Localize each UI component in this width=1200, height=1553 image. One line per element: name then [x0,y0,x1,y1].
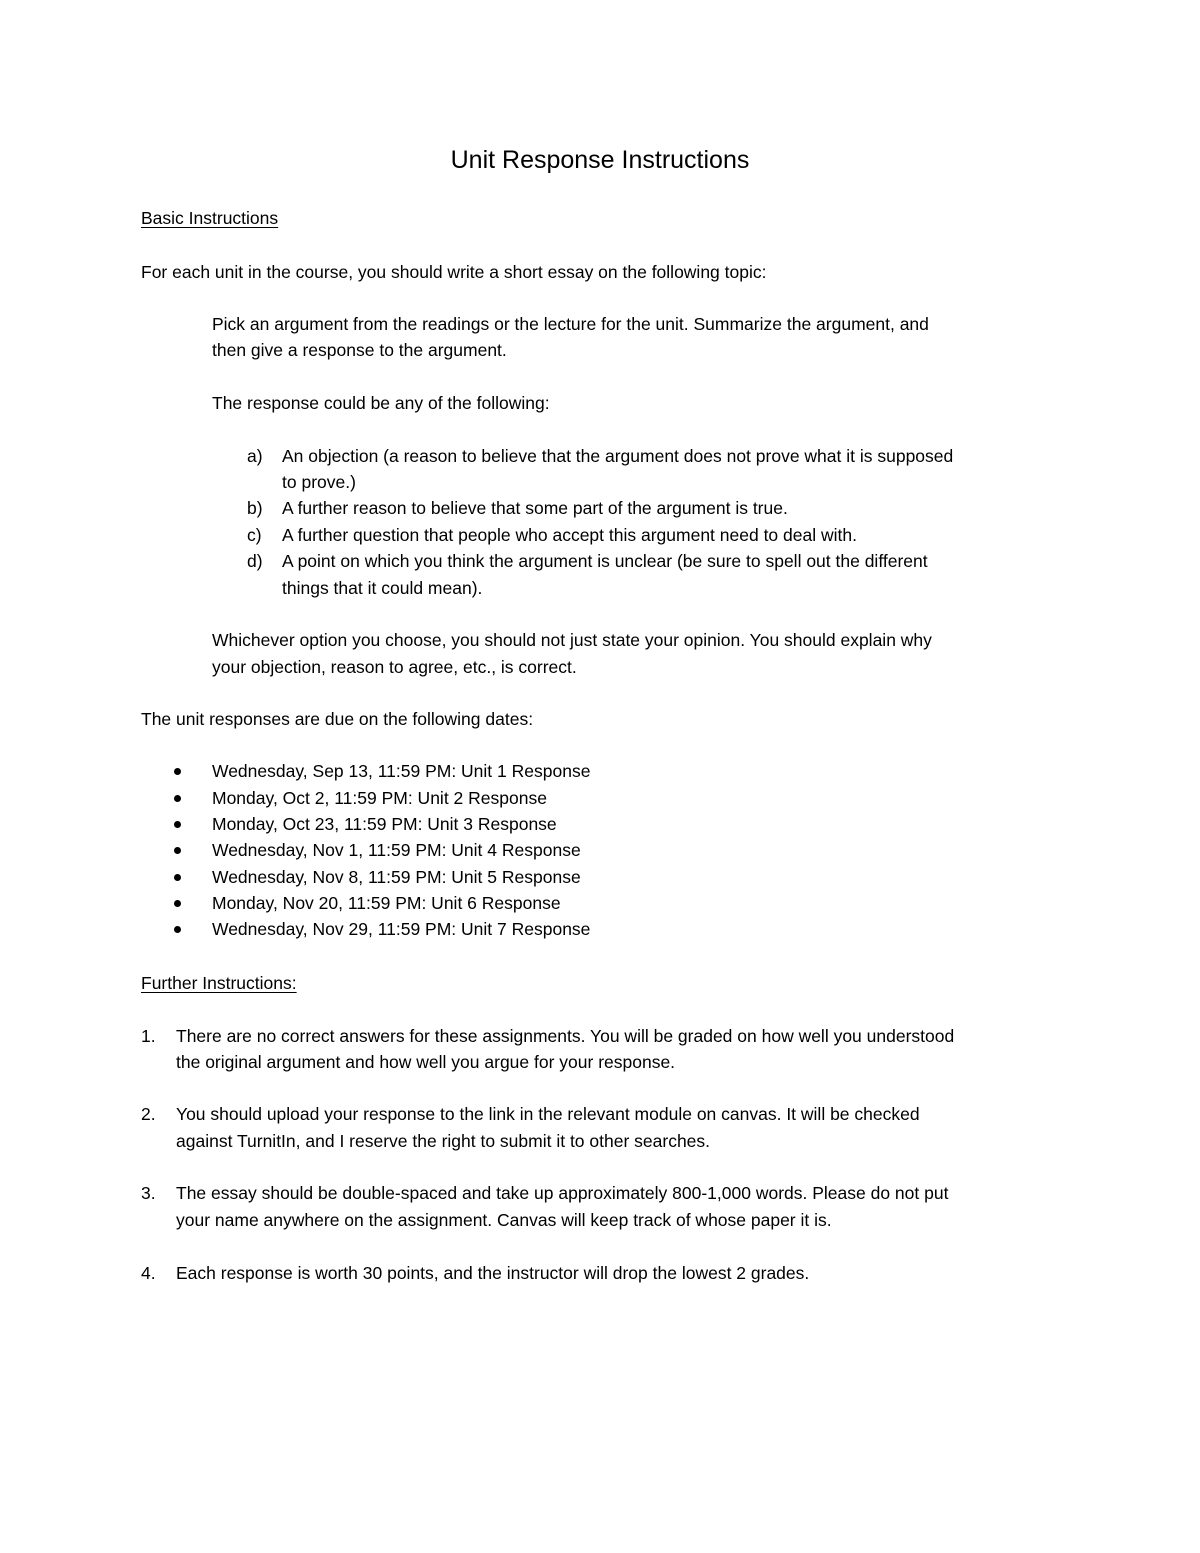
further-marker: 4. [141,1263,156,1283]
intro-paragraph: For each unit in the course, you should write a short essay on the following topic: [141,262,767,282]
further-line: against TurnitIn, and I reserve the right to submit it to other searches. [176,1131,711,1151]
further-marker: 3. [141,1183,156,1203]
further-line: There are no correct answers for these assignments. You will be graded on how well you understood [176,1026,955,1046]
further-line: You should upload your response to the link in the relevant module on canvas. It will be checked [176,1104,920,1124]
due-date-item: Wednesday, Nov 8, 11:59 PM: Unit 5 Response [212,867,581,887]
option-marker: c) [247,525,262,545]
option-marker: b) [247,498,263,518]
further-line: Each response is worth 30 points, and the instructor will drop the lowest 2 grades. [176,1263,810,1283]
option-line: things that it could mean). [282,578,483,598]
bullet-icon [174,926,181,933]
option-marker: d) [247,551,263,571]
bullet-icon [174,874,181,881]
due-date-item: Wednesday, Nov 1, 11:59 PM: Unit 4 Response [212,840,581,860]
option-line: A further question that people who accept this argument need to deal with. [282,525,857,545]
option-line: A further reason to believe that some part of the argument is true. [282,498,788,518]
bullet-icon [174,847,181,854]
whichever-line-2: your objection, reason to agree, etc., is correct. [212,657,577,677]
due-date-item: Wednesday, Sep 13, 11:59 PM: Unit 1 Response [212,761,591,781]
prompt-line-1: Pick an argument from the readings or the lecture for the unit. Summarize the argument, and [212,314,929,334]
further-line: The essay should be double-spaced and take up approximately 800-1,000 words. Please do not put [176,1183,949,1203]
due-date-item: Monday, Oct 2, 11:59 PM: Unit 2 Response [212,788,547,808]
option-line: to prove.) [282,472,356,492]
response-intro: The response could be any of the following: [212,393,550,413]
further-marker: 2. [141,1104,156,1124]
further-line: the original argument and how well you argue for your response. [176,1052,676,1072]
option-line: An objection (a reason to believe that the argument does not prove what it is supposed [282,446,954,466]
bullet-icon [174,768,181,775]
option-line: A point on which you think the argument is unclear (be sure to spell out the different [282,551,928,571]
whichever-line-1: Whichever option you choose, you should not just state your opinion. You should explain why [212,630,932,650]
bullet-icon [174,821,181,828]
due-date-item: Wednesday, Nov 29, 11:59 PM: Unit 7 Response [212,919,591,939]
due-date-item: Monday, Oct 23, 11:59 PM: Unit 3 Response [212,814,557,834]
further-instructions-heading: Further Instructions: [141,973,297,993]
further-line: your name anywhere on the assignment. Canvas will keep track of whose paper it is. [176,1210,832,1230]
prompt-line-2: then give a response to the argument. [212,340,507,360]
due-dates-intro: The unit responses are due on the following dates: [141,709,534,729]
option-marker: a) [247,446,263,466]
page-title: Unit Response Instructions [450,146,750,174]
basic-instructions-heading: Basic Instructions [141,208,279,228]
bullet-icon [174,900,181,907]
further-marker: 1. [141,1026,156,1046]
due-date-item: Monday, Nov 20, 11:59 PM: Unit 6 Response [212,893,561,913]
bullet-icon [174,795,181,802]
